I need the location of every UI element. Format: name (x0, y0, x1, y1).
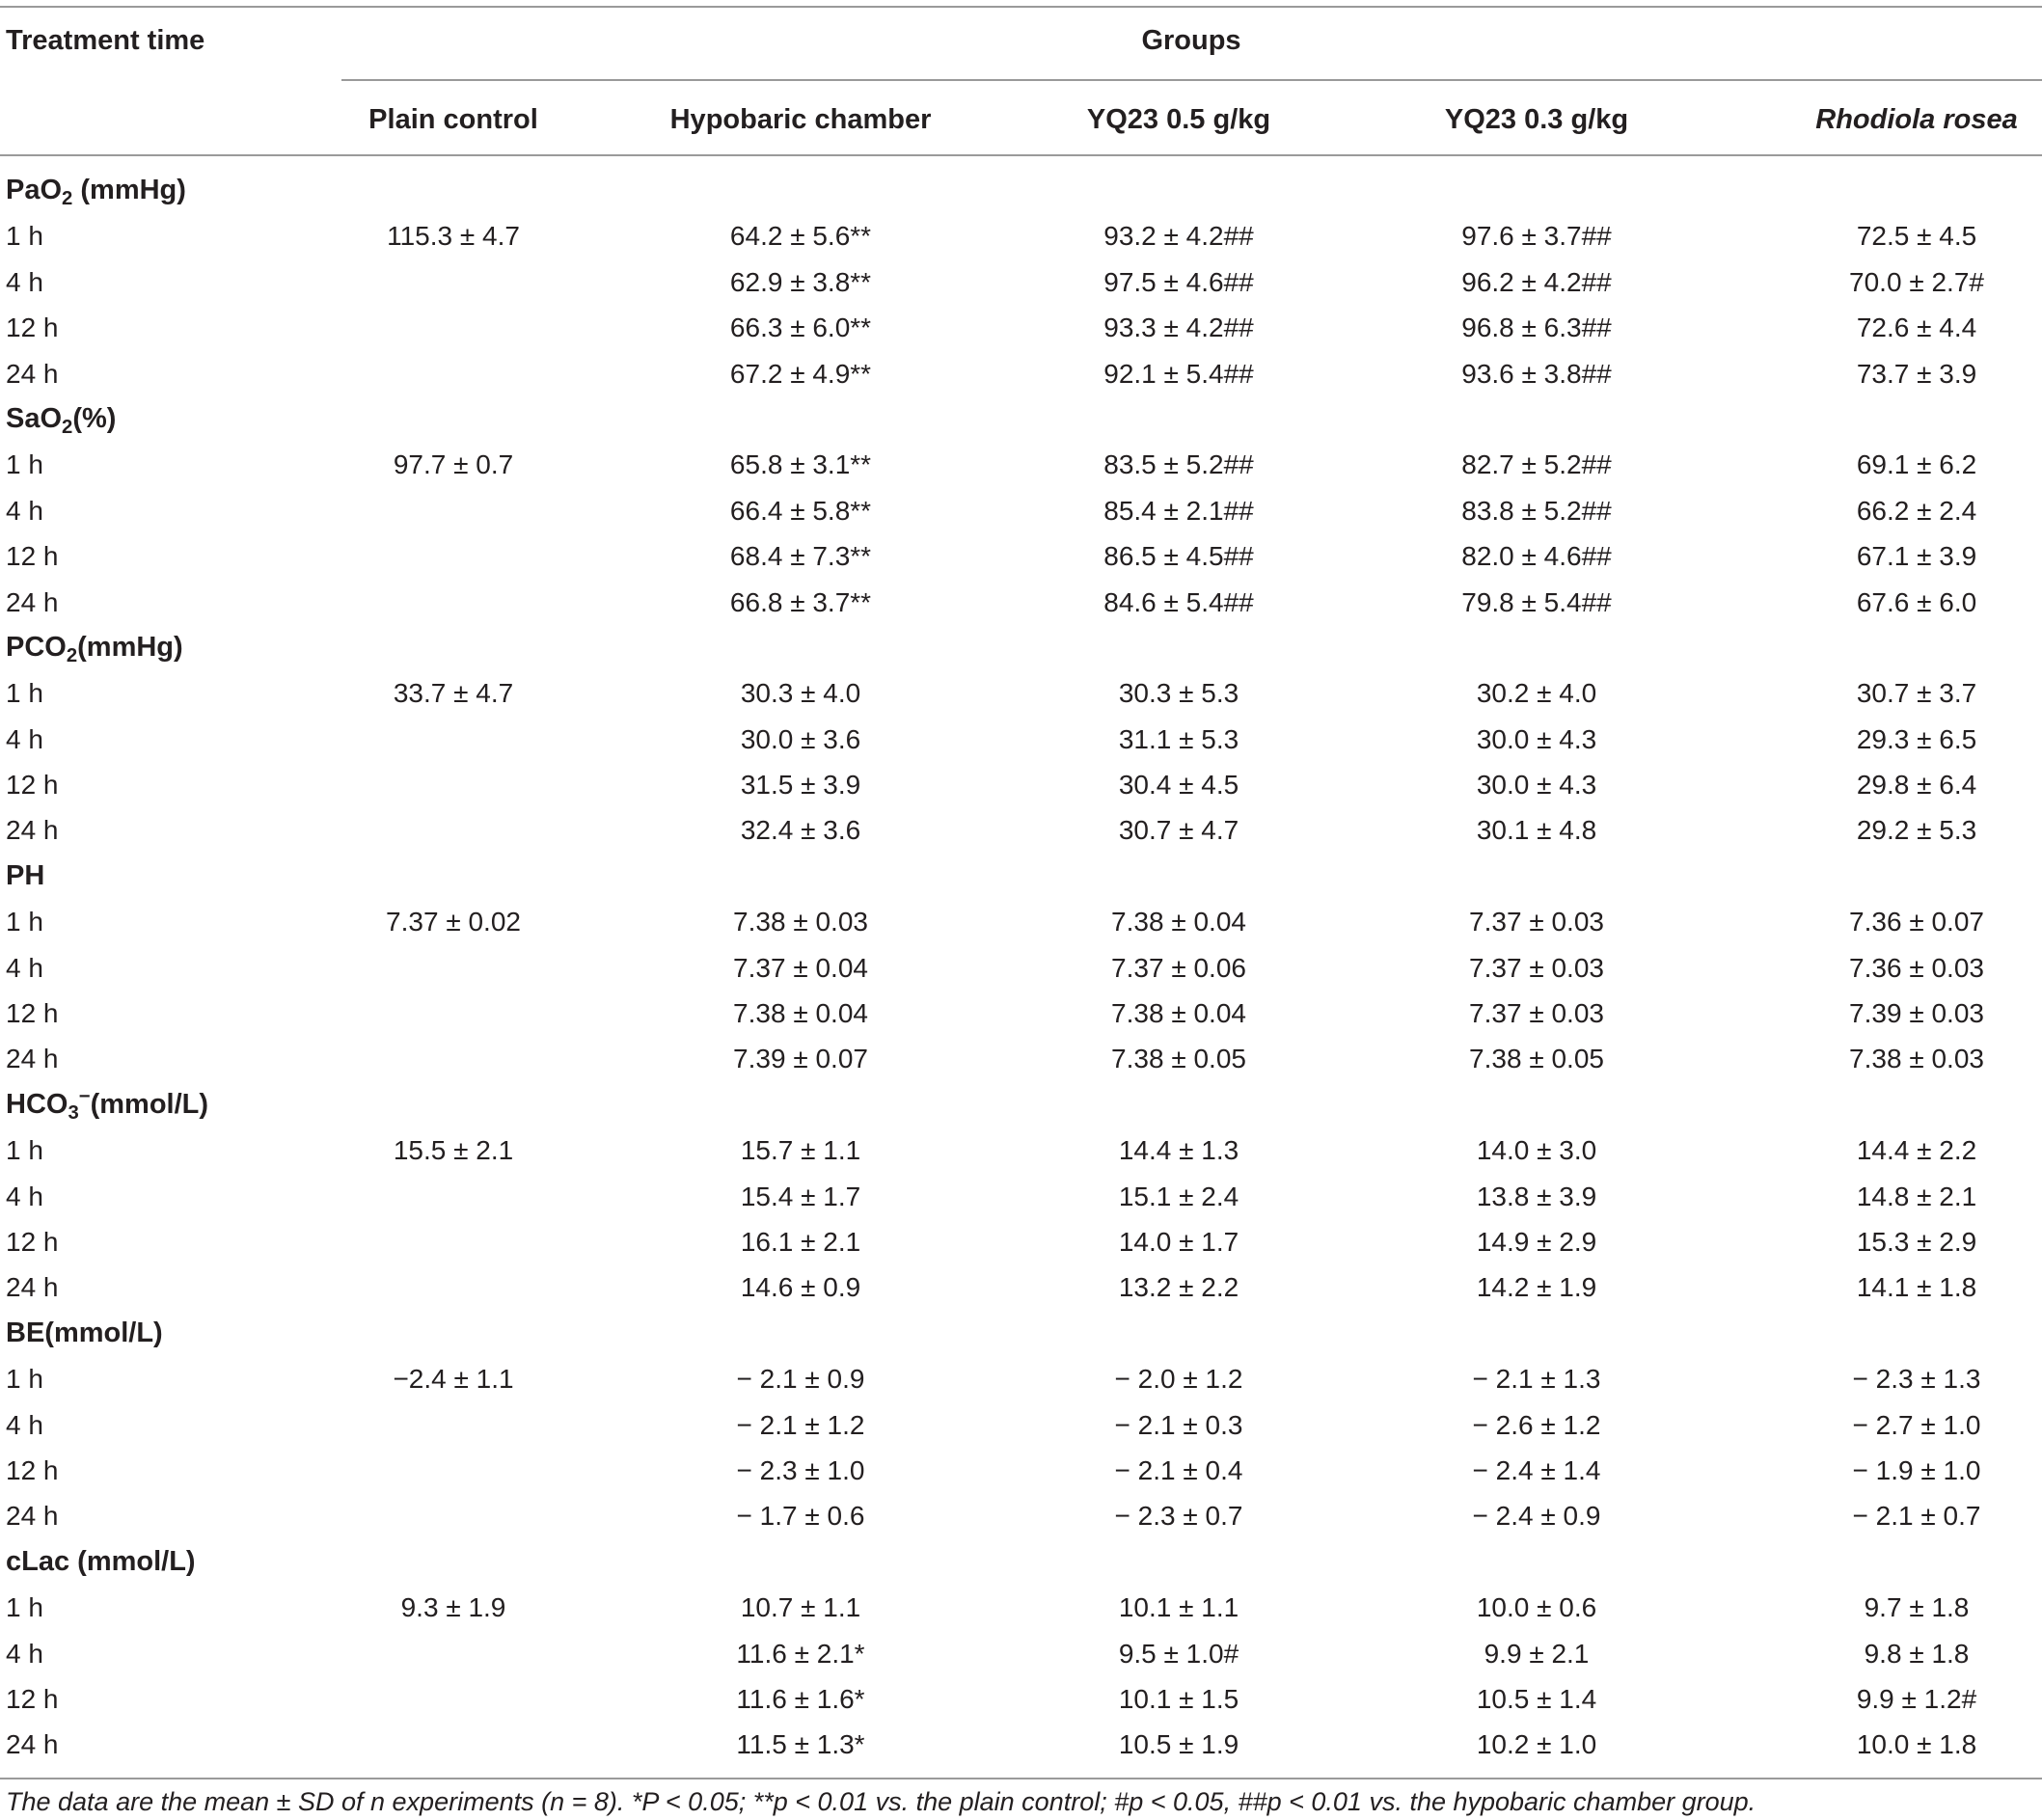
column-header-plain-control: Plain control (368, 104, 538, 135)
value-cell: 30.2 ± 4.0 (1476, 678, 1597, 709)
section-label (6, 625, 183, 670)
treatment-time-cell: 12 h (6, 770, 59, 801)
section-label (6, 1539, 196, 1585)
table-row (0, 1402, 2042, 1448)
value-cell: − 2.6 ± 1.2 (1472, 1409, 1601, 1440)
value-cell: − 2.7 ± 1.0 (1852, 1409, 1981, 1440)
table-row (0, 899, 2042, 944)
treatment-time-cell: 1 h (6, 1592, 43, 1623)
section-label-main: PCO (6, 631, 67, 663)
value-cell: 9.5 ± 1.0# (1118, 1638, 1239, 1669)
value-cell: 14.6 ± 0.9 (740, 1272, 861, 1303)
table-row (0, 991, 2042, 1036)
value-cell: − 2.4 ± 1.4 (1472, 1454, 1601, 1485)
value-cell: 66.3 ± 6.0** (729, 312, 872, 343)
value-cell: − 2.1 ± 0.7 (1852, 1501, 1981, 1532)
value-cell: − 2.4 ± 0.9 (1472, 1501, 1601, 1532)
value-cell: 86.5 ± 4.5## (1103, 541, 1254, 572)
value-cell: − 2.3 ± 1.3 (1852, 1364, 1981, 1395)
value-cell: 7.37 ± 0.03 (1469, 907, 1604, 937)
value-cell: −2.4 ± 1.1 (393, 1364, 514, 1395)
value-cell: − 2.1 ± 0.4 (1114, 1454, 1243, 1485)
value-cell: 15.7 ± 1.1 (740, 1135, 861, 1166)
section-header-row (0, 854, 2042, 899)
value-cell: 82.7 ± 5.2## (1461, 449, 1612, 480)
value-cell: 10.5 ± 1.9 (1118, 1729, 1239, 1760)
value-cell: 10.1 ± 1.1 (1118, 1592, 1239, 1623)
value-cell: 69.1 ± 6.2 (1856, 449, 1977, 480)
table-row (0, 351, 2042, 396)
section-label (6, 854, 44, 899)
section-label-main: PH (6, 859, 45, 891)
value-cell: 33.7 ± 4.7 (393, 678, 514, 709)
treatment-time-cell: 4 h (6, 1409, 43, 1440)
table-row (0, 1448, 2042, 1493)
treatment-time-cell: 1 h (6, 449, 43, 480)
table-row (0, 945, 2042, 991)
value-cell: 14.4 ± 1.3 (1118, 1135, 1239, 1166)
value-cell: − 2.1 ± 1.3 (1472, 1364, 1601, 1395)
value-cell: 9.7 ± 1.8 (1864, 1592, 1970, 1623)
table-row (0, 1722, 2042, 1767)
value-cell: 30.3 ± 4.0 (740, 678, 861, 709)
value-cell: 7.38 ± 0.04 (733, 998, 868, 1029)
section-header-row (0, 625, 2042, 670)
value-cell: 30.3 ± 5.3 (1118, 678, 1239, 709)
value-cell: 7.37 ± 0.04 (733, 952, 868, 983)
table-body (0, 168, 2042, 1768)
value-cell: 7.38 ± 0.04 (1111, 907, 1246, 937)
value-cell: 10.5 ± 1.4 (1476, 1683, 1597, 1714)
value-cell: 72.5 ± 4.5 (1856, 221, 1977, 252)
table-row (0, 213, 2042, 258)
value-cell: 7.37 ± 0.02 (386, 907, 521, 937)
value-cell: 7.38 ± 0.03 (733, 907, 868, 937)
value-cell: − 2.1 ± 0.3 (1114, 1409, 1243, 1440)
value-cell: 10.1 ± 1.5 (1118, 1683, 1239, 1714)
value-cell: − 2.1 ± 0.9 (736, 1364, 865, 1395)
treatment-time-cell: 4 h (6, 1638, 43, 1669)
section-header-row (0, 1539, 2042, 1585)
value-cell: 96.8 ± 6.3## (1461, 312, 1612, 343)
table-row (0, 1174, 2042, 1219)
value-cell: 16.1 ± 2.1 (740, 1226, 861, 1257)
column-header-rhodiola-rosea: Rhodiola rosea (1815, 104, 2018, 135)
value-cell: 7.37 ± 0.03 (1469, 998, 1604, 1029)
table-row (0, 1585, 2042, 1630)
treatment-time-cell: 1 h (6, 1135, 43, 1166)
value-cell: 70.0 ± 2.7# (1849, 266, 1984, 297)
table-row (0, 1219, 2042, 1264)
section-label-unit: (mmHg) (72, 175, 186, 205)
value-cell: 7.37 ± 0.03 (1469, 952, 1604, 983)
column-header-hypobaric-chamber: Hypobaric chamber (669, 104, 932, 135)
value-cell: 67.1 ± 3.9 (1856, 541, 1977, 572)
value-cell: 67.6 ± 6.0 (1856, 586, 1977, 617)
treatment-time-cell: 12 h (6, 998, 59, 1029)
section-label-superscript: − (78, 1085, 91, 1107)
section-label-main: SaO (6, 402, 63, 434)
section-header-row (0, 168, 2042, 213)
value-cell: 15.5 ± 2.1 (393, 1135, 514, 1166)
value-cell: 32.4 ± 3.6 (740, 815, 861, 846)
value-cell: 30.0 ± 4.3 (1476, 770, 1597, 801)
value-cell: 83.8 ± 5.2## (1461, 495, 1612, 526)
value-cell: 14.2 ± 1.9 (1476, 1272, 1597, 1303)
value-cell: 9.3 ± 1.9 (400, 1592, 506, 1623)
value-cell: 83.5 ± 5.2## (1103, 449, 1254, 480)
section-header-row (0, 1082, 2042, 1127)
table-row (0, 717, 2042, 762)
treatment-time-cell: 24 h (6, 1729, 59, 1760)
footer-rule (0, 1778, 2042, 1779)
table-row (0, 1676, 2042, 1722)
value-cell: 15.3 ± 2.9 (1856, 1226, 1977, 1257)
section-label-subscript: 2 (62, 188, 73, 210)
value-cell: 14.0 ± 1.7 (1118, 1226, 1239, 1257)
value-cell: 92.1 ± 5.4## (1103, 358, 1254, 389)
treatment-time-cell: 24 h (6, 1044, 59, 1074)
table-row (0, 807, 2042, 853)
value-cell: 93.6 ± 3.8## (1461, 358, 1612, 389)
value-cell: − 2.3 ± 0.7 (1114, 1501, 1243, 1532)
value-cell: 9.8 ± 1.8 (1864, 1638, 1970, 1669)
treatment-time-cell: 12 h (6, 1226, 59, 1257)
column-header-yq23-0-5: YQ23 0.5 g/kg (1086, 104, 1271, 135)
value-cell: 97.6 ± 3.7## (1461, 221, 1612, 252)
treatment-time-cell: 1 h (6, 678, 43, 709)
value-cell: 82.0 ± 4.6## (1461, 541, 1612, 572)
value-cell: 11.5 ± 1.3* (736, 1729, 865, 1760)
treatment-time-cell: 24 h (6, 358, 59, 389)
section-header-row (0, 396, 2042, 442)
table-row (0, 1127, 2042, 1173)
value-cell: 11.6 ± 2.1* (736, 1638, 865, 1669)
section-label-unit: (mmHg) (77, 631, 183, 663)
value-cell: 97.7 ± 0.7 (393, 449, 514, 480)
treatment-time-cell: 24 h (6, 1272, 59, 1303)
value-cell: 7.39 ± 0.03 (1849, 998, 1984, 1029)
table-row (0, 1356, 2042, 1401)
value-cell: 96.2 ± 4.2## (1461, 266, 1612, 297)
table-row (0, 305, 2042, 350)
treatment-time-cell: 1 h (6, 221, 43, 252)
table-row (0, 1036, 2042, 1081)
value-cell: 93.2 ± 4.2## (1103, 221, 1254, 252)
section-label (6, 1311, 163, 1356)
value-cell: 79.8 ± 5.4## (1461, 586, 1612, 617)
value-cell: 67.2 ± 4.9** (729, 358, 872, 389)
treatment-time-cell: 12 h (6, 312, 59, 343)
value-cell: 30.7 ± 4.7 (1118, 815, 1239, 846)
section-label-unit: (mmol/L) (90, 1088, 209, 1120)
table-row (0, 488, 2042, 533)
value-cell: − 2.0 ± 1.2 (1114, 1364, 1243, 1395)
value-cell: 30.0 ± 3.6 (740, 723, 861, 754)
value-cell: 30.0 ± 4.3 (1476, 723, 1597, 754)
value-cell: − 2.1 ± 1.2 (736, 1409, 865, 1440)
value-cell: 7.38 ± 0.05 (1111, 1044, 1246, 1074)
value-cell: 29.2 ± 5.3 (1856, 815, 1977, 846)
value-cell: 65.8 ± 3.1** (729, 449, 872, 480)
treatment-time-header: Treatment time (6, 25, 205, 56)
treatment-time-cell: 4 h (6, 952, 43, 983)
section-label-subscript: 3 (68, 1101, 79, 1124)
treatment-time-cell: 4 h (6, 495, 43, 526)
value-cell: 97.5 ± 4.6## (1103, 266, 1254, 297)
treatment-time-cell: 4 h (6, 1181, 43, 1211)
value-cell: 13.8 ± 3.9 (1476, 1181, 1597, 1211)
table-row (0, 1264, 2042, 1310)
treatment-time-cell: 12 h (6, 1683, 59, 1714)
value-cell: 10.0 ± 0.6 (1476, 1592, 1597, 1623)
value-cell: 10.2 ± 1.0 (1476, 1729, 1597, 1760)
value-cell: 14.0 ± 3.0 (1476, 1135, 1597, 1166)
table-row (0, 259, 2042, 305)
value-cell: 15.4 ± 1.7 (740, 1181, 861, 1211)
treatment-time-cell: 4 h (6, 266, 43, 297)
value-cell: 9.9 ± 1.2# (1856, 1683, 1977, 1714)
section-label-subscript: 2 (66, 644, 78, 666)
top-rule (0, 6, 2042, 8)
section-label (6, 396, 116, 442)
value-cell: 30.7 ± 3.7 (1856, 678, 1977, 709)
value-cell: 9.9 ± 2.1 (1484, 1638, 1590, 1669)
value-cell: 14.8 ± 2.1 (1856, 1181, 1977, 1211)
table-row (0, 670, 2042, 716)
treatment-time-cell: 24 h (6, 1501, 59, 1532)
value-cell: 68.4 ± 7.3** (729, 541, 872, 572)
groups-header: Groups (1141, 25, 1241, 56)
groups-rule (341, 79, 2042, 81)
section-label-subscript: 2 (62, 417, 73, 439)
value-cell: 7.37 ± 0.06 (1111, 952, 1246, 983)
section-label-unit: (%) (72, 402, 117, 434)
treatment-time-cell: 4 h (6, 723, 43, 754)
section-label-main: BE(mmol/L) (6, 1317, 163, 1348)
value-cell: 31.1 ± 5.3 (1118, 723, 1239, 754)
table-row (0, 533, 2042, 579)
treatment-time-cell: 1 h (6, 1364, 43, 1395)
value-cell: 73.7 ± 3.9 (1856, 358, 1977, 389)
header-rule (0, 154, 2042, 156)
section-header-row (0, 1311, 2042, 1356)
section-label-main: PaO (6, 175, 63, 205)
value-cell: 14.1 ± 1.8 (1856, 1272, 1977, 1303)
value-cell: 115.3 ± 4.7 (387, 221, 520, 252)
treatment-time-cell: 1 h (6, 907, 43, 937)
value-cell: 30.4 ± 4.5 (1118, 770, 1239, 801)
value-cell: 30.1 ± 4.8 (1476, 815, 1597, 846)
value-cell: 7.39 ± 0.07 (733, 1044, 868, 1074)
table-row (0, 762, 2042, 807)
section-label (6, 1082, 208, 1127)
value-cell: 14.4 ± 2.2 (1856, 1135, 1977, 1166)
value-cell: 66.8 ± 3.7** (729, 586, 872, 617)
value-cell: − 1.9 ± 1.0 (1852, 1454, 1981, 1485)
section-label (6, 168, 186, 213)
value-cell: 11.6 ± 1.6* (736, 1683, 865, 1714)
value-cell: 66.4 ± 5.8** (729, 495, 872, 526)
value-cell: 29.3 ± 6.5 (1856, 723, 1977, 754)
treatment-time-cell: 12 h (6, 1454, 59, 1485)
section-label-main: HCO (6, 1088, 68, 1120)
value-cell: 93.3 ± 4.2## (1103, 312, 1254, 343)
value-cell: 7.38 ± 0.05 (1469, 1044, 1604, 1074)
value-cell: − 2.3 ± 1.0 (736, 1454, 865, 1485)
value-cell: 7.38 ± 0.04 (1111, 998, 1246, 1029)
value-cell: 84.6 ± 5.4## (1103, 586, 1254, 617)
value-cell: 7.38 ± 0.03 (1849, 1044, 1984, 1074)
value-cell: 85.4 ± 2.1## (1103, 495, 1254, 526)
value-cell: 14.9 ± 2.9 (1476, 1226, 1597, 1257)
value-cell: 10.0 ± 1.8 (1856, 1729, 1977, 1760)
table-row (0, 1493, 2042, 1538)
value-cell: 72.6 ± 4.4 (1856, 312, 1977, 343)
value-cell: 66.2 ± 2.4 (1856, 495, 1977, 526)
value-cell: 15.1 ± 2.4 (1118, 1181, 1239, 1211)
value-cell: 10.7 ± 1.1 (740, 1592, 861, 1623)
column-header-yq23-0-3: YQ23 0.3 g/kg (1444, 104, 1629, 135)
value-cell: 62.9 ± 3.8** (729, 266, 872, 297)
table-row (0, 442, 2042, 487)
table-row (0, 580, 2042, 625)
table-footnote: The data are the mean ± SD of n experiments (n = 8). *P < 0.05; **p < 0.01 vs. the plain control; #p < 0.05, ##p < 0.01 vs. the hypobaric chamber group. (6, 1787, 1756, 1816)
value-cell: 7.36 ± 0.03 (1849, 952, 1984, 983)
value-cell: 31.5 ± 3.9 (740, 770, 861, 801)
treatment-time-cell: 12 h (6, 541, 59, 572)
value-cell: − 1.7 ± 0.6 (736, 1501, 865, 1532)
value-cell: 7.36 ± 0.07 (1849, 907, 1984, 937)
table-row (0, 1631, 2042, 1676)
section-label-main: cLac (mmol/L) (6, 1545, 196, 1577)
value-cell: 29.8 ± 6.4 (1856, 770, 1977, 801)
value-cell: 64.2 ± 5.6** (729, 221, 872, 252)
value-cell: 13.2 ± 2.2 (1118, 1272, 1239, 1303)
treatment-time-cell: 24 h (6, 586, 59, 617)
treatment-time-cell: 24 h (6, 815, 59, 846)
